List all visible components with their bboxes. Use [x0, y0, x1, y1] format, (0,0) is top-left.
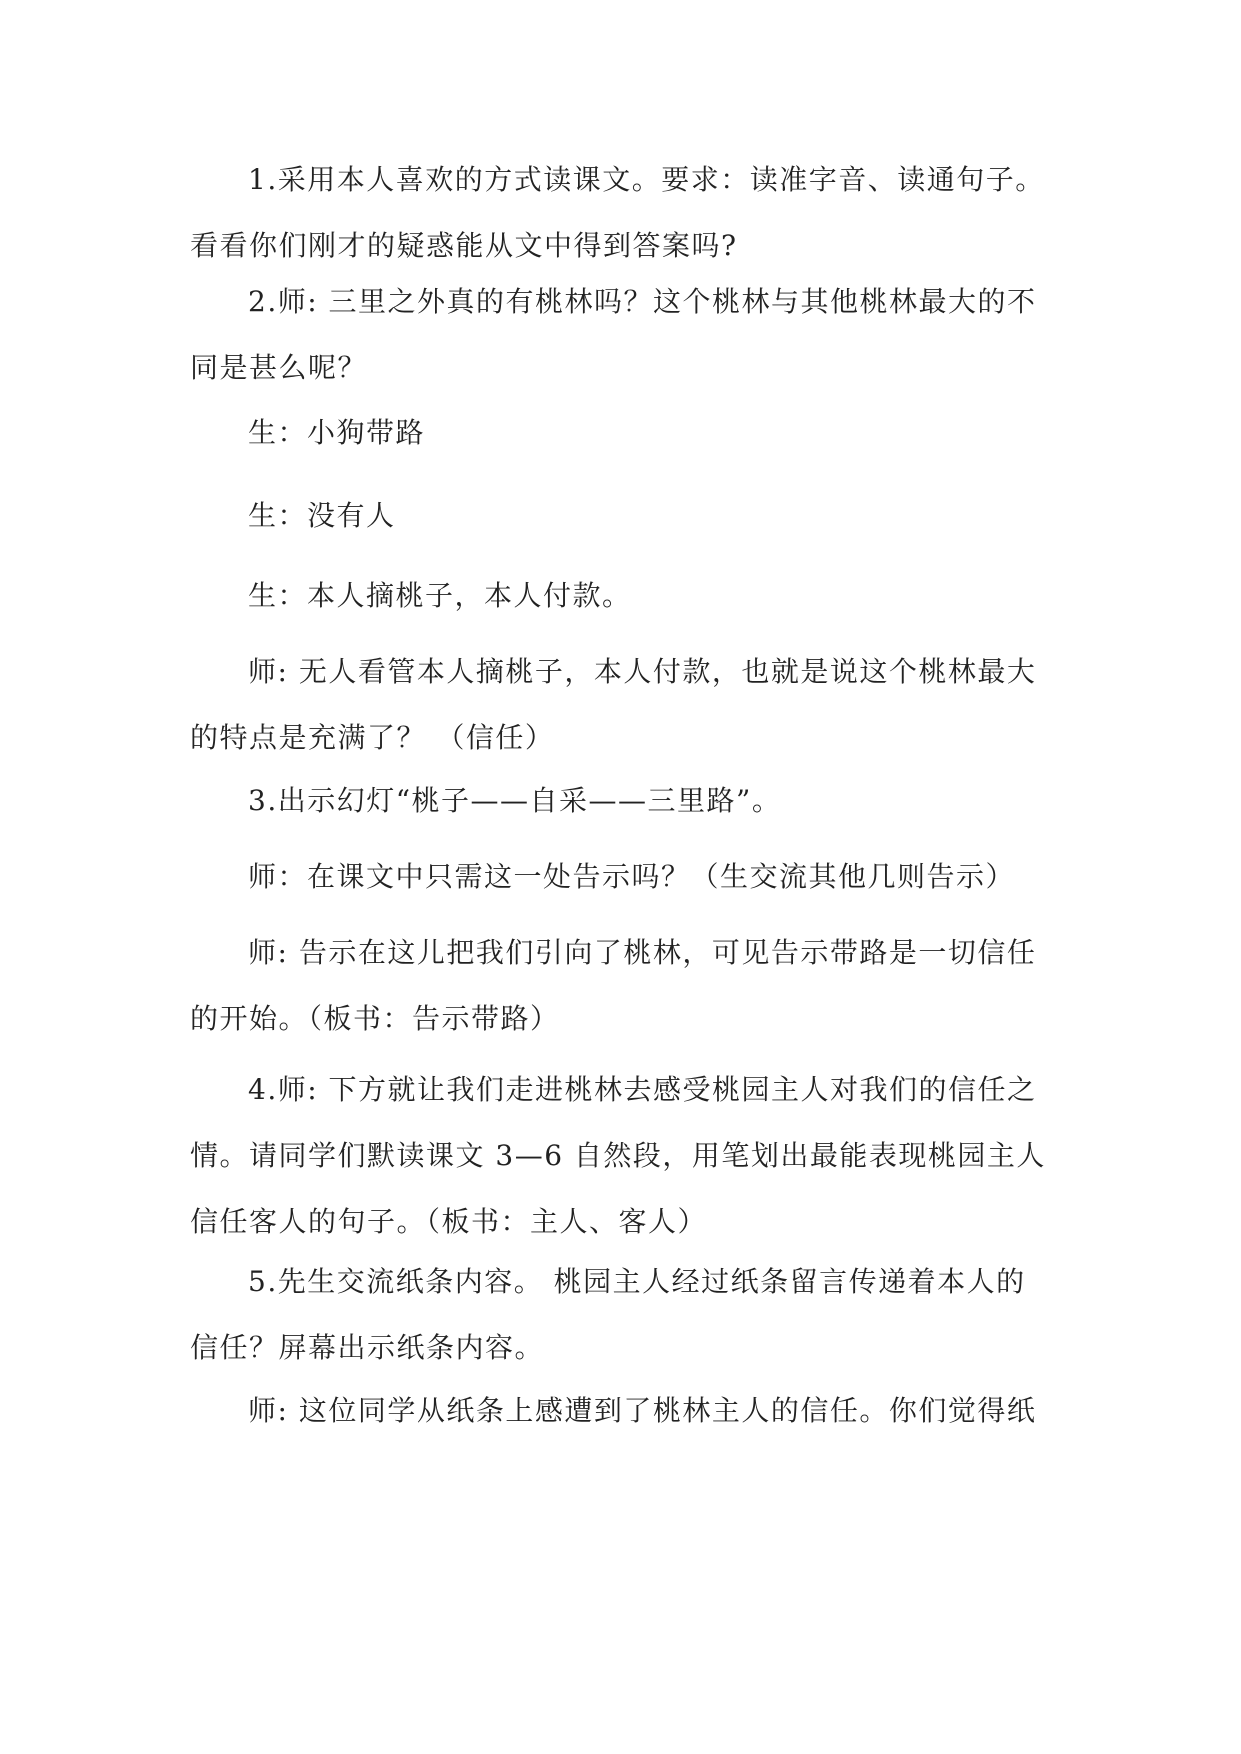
paragraph-3: 生：小狗带路: [248, 416, 426, 449]
paragraph-12: 师: 这位同学从纸条上感遭到了桃林主人的信任。你们觉得纸: [248, 1394, 1037, 1427]
paragraph-8: 师：在课文中只需这一处告示吗？（生交流其他几则告示）: [248, 860, 1016, 893]
paragraph-11: 5.先生交流纸条内容。 桃园主人经过纸条留言传递着本人的信任？屏幕出示纸条内容。: [190, 1265, 1026, 1364]
paragraph-1: 1.采用本人喜欢的方式读课文。要求：读准字音、读通句子。看看你们刚才的疑惑能从文中得到答案吗?: [190, 163, 1045, 262]
paragraph-4: 生：没有人: [248, 499, 396, 532]
paragraph-9: 师: 告示在这儿把我们引向了桃林，可见告示带路是一切信任的开始。（板书：告示带路）: [190, 936, 1037, 1035]
paragraph-10: 4.师: 下方就让我们走进桃林去感受桃园主人对我们的信任之情。请同学们默读课文 3—6 自然段，用笔划出最能表现桃园主人信任客人的句子。（板书：主人、客人）: [190, 1073, 1046, 1238]
paragraph-2: 2.师: 三里之外真的有桃林吗？这个桃林与其他桃林最大的不同是甚么呢？: [190, 285, 1037, 384]
paragraph-7: 3.出示幻灯“桃子——自采——三里路”。: [248, 784, 782, 817]
paragraph-6: 师: 无人看管本人摘桃子，本人付款，也就是说这个桃林最大的特点是充满了？ （信任）: [190, 655, 1037, 754]
paragraph-5: 生：本人摘桃子，本人付款。: [248, 579, 632, 612]
